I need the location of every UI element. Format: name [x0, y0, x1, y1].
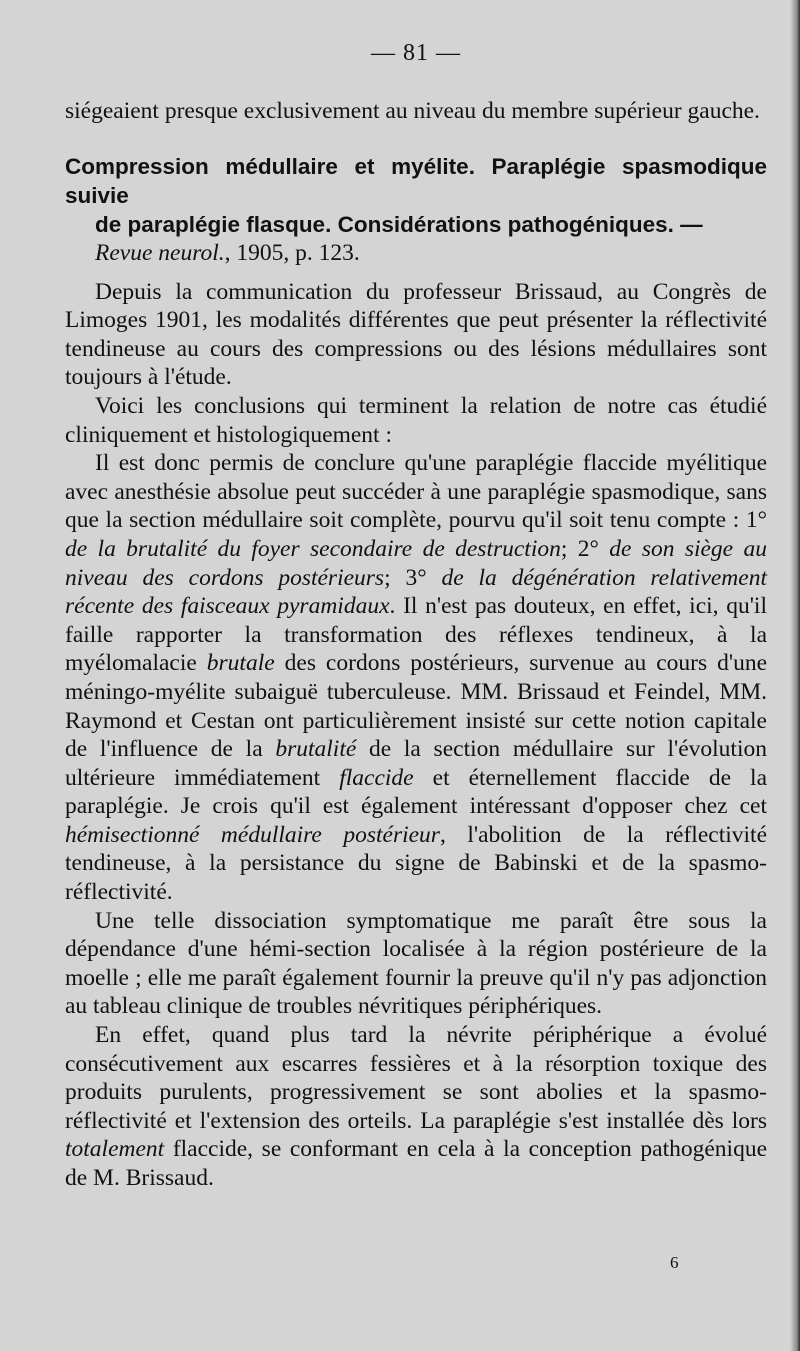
opening-paragraph: siégeaient presque exclusivement au niveau du membre supérieur gauche. — [65, 98, 760, 124]
text-run: flaccide, se conformant en cela à la conception pathogénique de M. Brissaud. — [65, 1136, 767, 1191]
italic-run: de son siège au niveau des cordons postérieurs — [65, 535, 767, 591]
heading-line-2: de paraplégie flasque. Considérations pathogéniques. — — [95, 211, 703, 237]
italic-run: flaccide — [339, 764, 414, 791]
text-run: ; 2° — [560, 535, 610, 562]
heading-line-1: Compression médullaire et myélite. Paraplégie spasmodique suivie — [65, 153, 767, 208]
paragraph-dissociation: Une telle dissociation symptomatique me paraît être sous la dépendance d'une hémi-section localisée à la région postérieure de la moelle ; elle me paraît également fournir la preuve qu'il n'y pas adjonction au tableau clinique de troubles névritiques périphériques. — [65, 907, 767, 1020]
italic-run: de la brutalité du foyer secondaire de destruction — [65, 535, 561, 562]
text-run: et éternellement flaccide de la paraplégie. Je crois qu'il est également intéressant d'opposer chez cet — [65, 764, 767, 820]
italic-run: totalement — [65, 1136, 165, 1163]
heading-spacer — [65, 268, 767, 278]
journal-name: Revue neurol. — [95, 239, 225, 266]
text-run: , l'abolition de la réflectivité tendineuse, à la persistance du signe de Babinski et de la spasmo-réflectivité. — [65, 821, 767, 906]
text-run: . Il n'est pas douteux, en effet, ici, qu'il faille rapporter la transformation des réflexes tendineux, à la myélomalacie — [65, 593, 767, 677]
reference-detail: , 1905, p. 123. — [224, 239, 360, 266]
paragraph-conclusion — [65, 449, 767, 907]
paragraph-conclusions-intro: Voici les conclusions qui terminent la relation de notre cas étudié cliniquement et histologiquement : — [65, 392, 767, 448]
section-heading — [65, 152, 767, 268]
section-spacer — [65, 126, 767, 152]
page-number: — 81 — — [371, 40, 461, 66]
text-run: Il est donc permis de conclure qu'une paraplégie flaccide myélitique avec anesthésie absolue peut succéder à une paraplégie spasmodique, sans que la section médullaire soit complète, pourvu qu'il soit tenu compte : 1° — [65, 450, 767, 534]
italic-run: hémisectionné médullaire postérieur — [65, 821, 440, 848]
italic-run: de la dégénération relativement récente des faisceaux pyramidaux — [65, 564, 767, 620]
text-run: de la section médullaire sur l'évolution ultérieure immédiatement — [65, 736, 767, 791]
text-run: ; 3° — [384, 564, 442, 591]
text-run: En effet, quand plus tard la névrite périphérique a évolué consécutivement aux escarres fessières et à la résorption toxique des produits purulents, progressivement se sont abolies et la spasmo-réflectivité et l'extension des orteils. La paraplégie s'est installée dès lors — [65, 1022, 767, 1134]
italic-run: brutalité — [275, 736, 357, 763]
paragraph-effect — [65, 1021, 767, 1193]
page-content — [65, 40, 767, 1193]
italic-run: brutale — [206, 650, 275, 677]
journal-reference — [65, 239, 767, 268]
text-run: des cordons postérieurs, survenue au cours d'une méningo-myélite subaiguë tuberculeuse. MM. Brissaud et Feindel, MM. Raymond et Cestan ont particulièrement insisté sur cette notion capitale de l'influence de la — [65, 650, 767, 763]
paragraph-communication: Depuis la communication du professeur Brissaud, au Congrès de Limoges 1901, les modalités différentes que peut présenter la réflectivité tendineuse au cours des compressions ou des lésions médullaires sont toujours à l'étude. — [65, 278, 767, 391]
signature-mark: 6 — [670, 1253, 679, 1272]
